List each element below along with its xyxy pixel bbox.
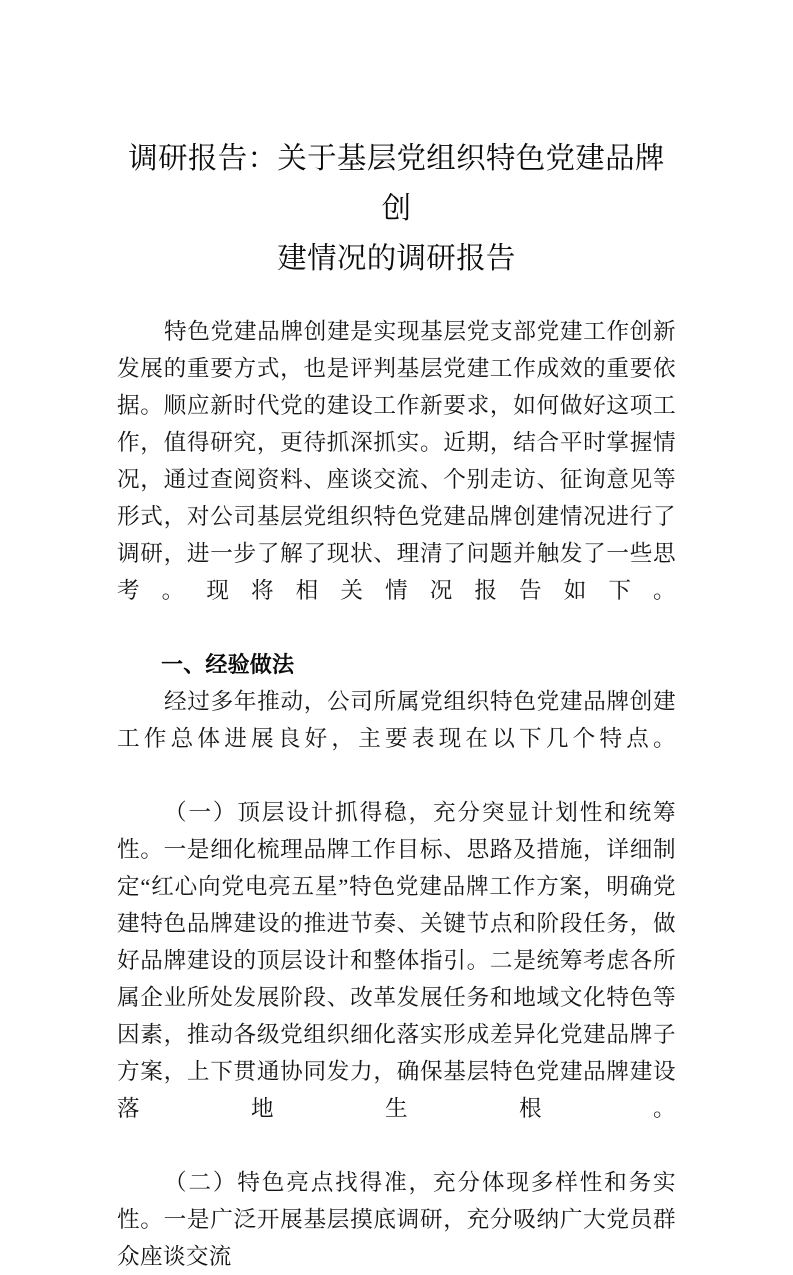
title-line-1: 调研报告：关于基层党组织特色党建品牌创: [128, 143, 665, 225]
paragraph-section1-item2: （二）特色亮点找得准，充分体现多样性和务实性。一是广泛开展基层摸底调研，充分吸纳广大党员群众座谈交流: [117, 1170, 676, 1269]
document-body: [117, 126, 676, 1275]
paragraph-intro: 特色党建品牌创建是实现基层党支部党建工作创新发展的重要方式，也是评判基层党建工作成效的重要依据。顺应新时代党的建设工作新要求，如何做好这项工作，值得研究，更待抓深抓实。近期，结合平时掌握情况，通过查阅资料、座谈交流、个别走访、征询意见等形式，对公司基层党组织特色党建品牌创建情况进行了调研，进一步了解了现状、理清了问题并触发了一些思考。现将相关情况报告如下。: [117, 319, 676, 603]
paragraph-section1-item1: （一）顶层设计抓得稳，充分突显计划性和统筹性。一是细化梳理品牌工作目标、思路及措施，详细制定“红心向党电亮五星”特色党建品牌工作方案，明确党建特色品牌建设的推进节奏、关键节点和阶段任务，做好品牌建设的顶层设计和整体指引。二是统筹考虑各所属企业所处发展阶段、改革发展任务和地域文化特色等因素，推动各级党组织细化落实形成差异化党建品牌子方案，上下贯通协同发力，确保基层特色党建品牌建设落地生根。: [117, 800, 676, 1121]
title-line-2: 建情况的调研报告: [277, 243, 516, 275]
section-heading-1: 一、经验做法: [161, 652, 295, 677]
page-title: [117, 126, 676, 284]
paragraph-section1-lead: 经过多年推动，公司所属党组织特色党建品牌创建工作总体进展良好，主要表现在以下几个特点。: [117, 689, 676, 751]
